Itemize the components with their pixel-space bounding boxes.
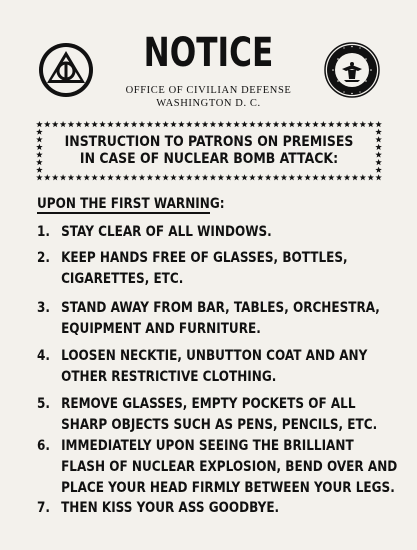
border-star-icon [281,174,287,180]
border-star-icon [367,121,373,127]
border-star-icon [154,121,160,127]
border-star-icon [147,121,153,127]
border-star-icon [84,174,90,180]
border-star-icon [375,129,381,135]
border-star-icon [170,121,176,127]
border-star-icon [91,121,97,127]
office-name: OFFICE OF CIVILIAN DEFENSE [125,85,292,96]
border-star-icon [84,121,90,127]
border-star-icon [68,174,74,180]
border-star-icon [336,121,342,127]
border-star-icon [36,144,42,150]
border-star-icon [249,174,255,180]
border-star-icon [257,121,263,127]
border-star-icon [139,121,145,127]
border-star-icon [312,121,318,127]
border-star-icon [367,174,373,180]
border-star-icon [233,121,239,127]
border-star-icon [194,174,200,180]
border-star-icon [225,174,231,180]
border-star-icon [296,174,302,180]
border-star-icon [115,174,121,180]
border-star-icon [68,121,74,127]
item-text-line: IMMEDIATELY UPON SEEING THE BRILLIANT [61,438,354,454]
border-star-icon [36,151,42,157]
border-star-icon [375,121,381,127]
border-star-icon [241,174,247,180]
border-star-icon [233,174,239,180]
border-star-icon [154,174,160,180]
list-item [37,394,377,436]
border-star-icon [265,174,271,180]
border-star-icon [76,174,82,180]
item-text-line: THEN KISS YOUR ASS GOODBYE. [61,500,280,516]
border-star-icon [344,121,350,127]
border-star-icon [281,121,287,127]
border-star-icon [36,159,42,165]
page-title: NOTICE [143,30,274,76]
border-star-icon [178,174,184,180]
border-star-icon [52,174,58,180]
border-star-icon [99,121,105,127]
border-star-icon [296,121,302,127]
border-star-icon [76,121,82,127]
border-star-icon [162,174,168,180]
border-star-icon [320,121,326,127]
border-star-icon [218,121,224,127]
border-star-icon [312,174,318,180]
border-star-icon [375,167,381,173]
border-star-icon [289,174,295,180]
list-item [37,298,380,340]
border-star-icon [360,121,366,127]
border-star-icon [52,121,58,127]
border-star-icon [249,121,255,127]
banner-line: INSTRUCTION TO PATRONS ON PREMISES [64,134,354,150]
border-star-icon [131,121,137,127]
border-star-icon [115,121,121,127]
warning-underline [37,212,210,214]
item-text-line: CIGARETTES, ETC. [61,271,184,287]
item-number: 1. [37,224,50,240]
border-star-icon [289,121,295,127]
item-text-line: PLACE YOUR HEAD FIRMLY BETWEEN YOUR LEGS. [61,480,395,496]
border-star-icon [162,121,168,127]
border-star-icon [194,121,200,127]
border-star-icon [257,174,263,180]
item-number: 3. [37,300,50,316]
dod-seal-icon [324,42,380,98]
border-star-icon [320,174,326,180]
border-star-icon [36,129,42,135]
border-star-icon [218,174,224,180]
item-number: 6. [37,438,50,454]
border-star-icon [147,174,153,180]
list-item [37,346,367,388]
border-star-icon [344,174,350,180]
border-star-icon [36,167,42,173]
border-star-icon [273,121,279,127]
border-star-icon [360,174,366,180]
border-star-icon [60,121,66,127]
border-star-icon [375,144,381,150]
item-text-line: EQUIPMENT AND FURNITURE. [61,321,261,337]
item-number: 5. [37,396,50,412]
border-star-icon [91,174,97,180]
border-star-icon [304,174,310,180]
border-star-icon [36,174,42,180]
border-star-icon [170,174,176,180]
border-star-icon [186,174,192,180]
border-star-icon [304,121,310,127]
banner-line: IN CASE OF NUCLEAR BOMB ATTACK: [79,151,339,167]
item-number: 2. [37,250,50,266]
border-star-icon [375,159,381,165]
item-text-line: FLASH OF NUCLEAR EXPLOSION, BEND OVER AND [61,459,398,475]
warning-heading: UPON THE FIRST WARNING: [37,196,225,212]
item-number: 7. [37,500,50,516]
border-star-icon [202,174,208,180]
border-star-icon [328,174,334,180]
border-star-icon [107,174,113,180]
border-star-icon [178,121,184,127]
border-star-icon [375,136,381,142]
office-city: WASHINGTON D. C. [156,98,261,109]
item-text-line: STAND AWAY FROM BAR, TABLES, ORCHESTRA, [61,300,380,316]
border-star-icon [36,121,42,127]
border-star-icon [225,121,231,127]
banner-text [60,134,358,168]
item-text-line: STAY CLEAR OF ALL WINDOWS. [61,224,272,240]
list-item [37,248,348,290]
list-item [37,222,272,243]
border-star-icon [210,121,216,127]
border-star-icon [202,121,208,127]
border-star-icon [210,174,216,180]
border-star-icon [139,174,145,180]
border-star-icon [186,121,192,127]
border-star-icon [241,121,247,127]
item-text-line: LOOSEN NECKTIE, UNBUTTON COAT AND ANY [61,348,368,364]
border-star-icon [123,174,129,180]
border-star-icon [131,174,137,180]
border-star-icon [375,151,381,157]
border-star-icon [107,121,113,127]
border-star-icon [352,174,358,180]
border-star-icon [44,121,50,127]
border-star-icon [123,121,129,127]
item-text-line: OTHER RESTRICTIVE CLOTHING. [61,369,277,385]
border-star-icon [328,121,334,127]
item-text-line: REMOVE GLASSES, EMPTY POCKETS OF ALL [61,396,356,412]
border-star-icon [99,174,105,180]
border-star-icon [336,174,342,180]
item-number: 4. [37,348,50,364]
instruction-banner [36,121,382,181]
border-star-icon [352,121,358,127]
border-star-icon [265,121,271,127]
border-star-icon [60,174,66,180]
item-text-line: SHARP OBJECTS SUCH AS PENS, PENCILS, ETC. [61,417,378,433]
list-item [37,498,279,519]
border-star-icon [273,174,279,180]
list-item [37,436,397,499]
border-star-icon [44,174,50,180]
item-text-line: KEEP HANDS FREE OF GLASSES, BOTTLES, [61,250,348,266]
border-star-icon [36,136,42,142]
border-star-icon [375,174,381,180]
